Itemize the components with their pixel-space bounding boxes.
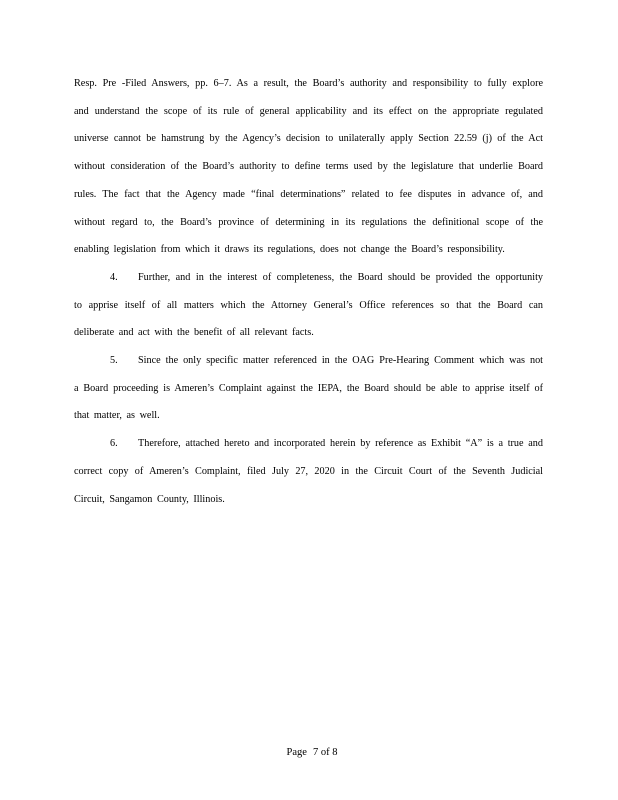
page-number: 7 of 8 [312, 747, 338, 758]
paragraph-continuation: Resp. Pre -Filed Answers, pp. 6–7. As a result, the Board’s authority and responsibility to fully explore and understand the scope of its rule of general applicability and its effect on the appropriate regulated universe cannot be hamstrung by the Agency’s decision to unilaterally apply Section 22.59 (j) of the Act without consideration of the Board’s authority to define terms used by the legislature that underlie Board rules. The fact that the Agency made “final determinations” related to fee disputes in advance of, and without regard to, the Board’s province of determining in its regulations the definitional scope of the enabling legislation from which it draws its regulations, does not change the Board’s responsibility. [74, 78, 543, 256]
paragraph-5: 5. Since the only specific matter referenced in the OAG Pre-Hearing Comment which was not a Board proceeding is Ameren’s Complaint against the IEPA, the Board should be able to apprise itself of that matter, as well. [74, 355, 543, 422]
paragraph-4: 4. Further, and in the interest of completeness, the Board should be provided the opportunity to apprise itself of all matters which the Attorney General’s Office references so that the Board can deliberate and act with the benefit of all relevant facts. [74, 271, 543, 339]
paragraph-6: 6. Therefore, attached hereto and incorporated herein by reference as Exhibit “A” is a true and correct copy of Ameren’s Complaint, filed July 27, 2020 in the Circuit Court of the Seventh Judicial Circuit, Sangamon County, Illinois. [74, 438, 543, 505]
page-label: Page [286, 747, 307, 758]
document-body [74, 70, 543, 513]
page-footer [0, 746, 618, 760]
